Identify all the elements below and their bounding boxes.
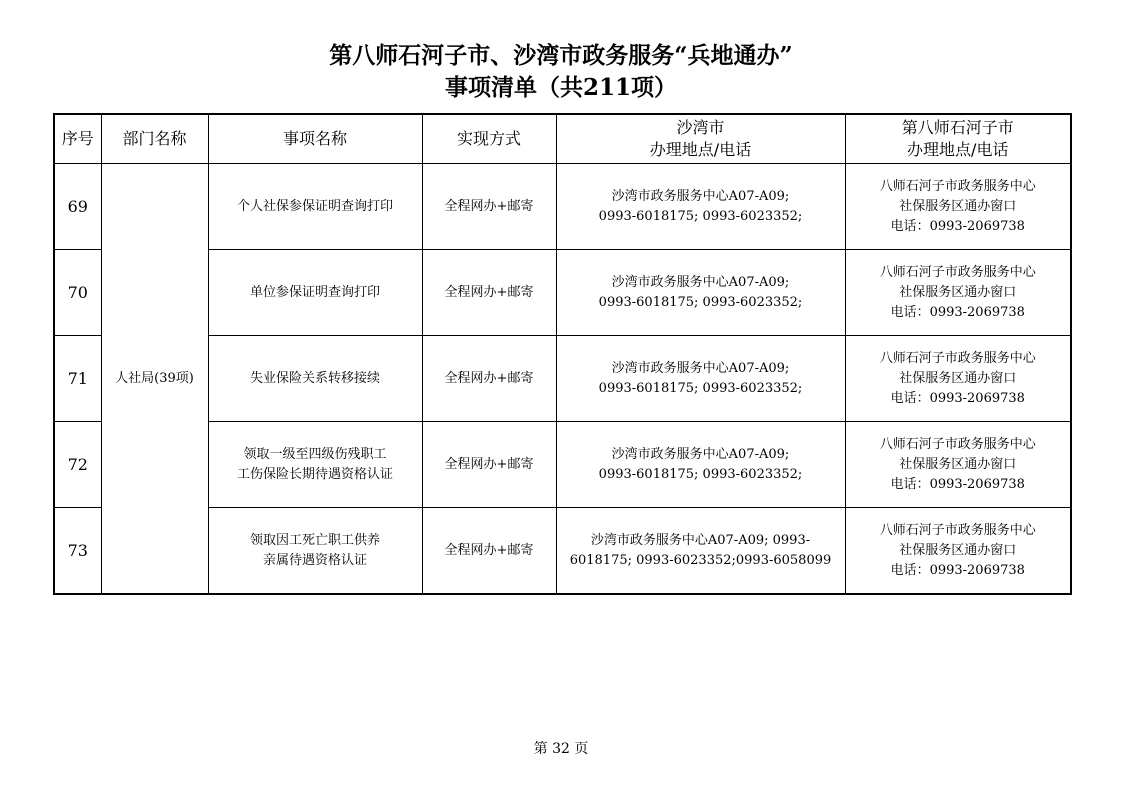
shihezi-location-line: 八师石河子市政务服务中心 <box>879 522 1036 538</box>
shawan-location-cell <box>556 250 845 336</box>
page-number: 第 32 页 <box>533 741 589 757</box>
item-name-cell <box>208 508 422 595</box>
method-cell: 全程网办+邮寄 <box>422 336 556 422</box>
shihezi-window-line: 社保服务区通办窗口 <box>899 370 1017 386</box>
shihezi-location-line: 八师石河子市政务服务中心 <box>879 436 1036 452</box>
header-shihezi-line-1: 第八师石河子市 <box>901 118 1014 137</box>
item-name-cell <box>208 164 422 250</box>
shihezi-phone-line: 电话：0993-2069738 <box>890 218 1025 234</box>
item-name-line: 工伤保险长期待遇资格认证 <box>236 466 393 482</box>
document-title-line-1: 第八师石河子市、沙湾市政务服务“兵地通办” <box>329 42 793 69</box>
matters-table <box>53 113 1072 595</box>
shihezi-window-line: 社保服务区通办窗口 <box>899 284 1017 300</box>
shihezi-window-line: 社保服务区通办窗口 <box>899 456 1017 472</box>
shihezi-location-line: 八师石河子市政务服务中心 <box>879 264 1036 280</box>
shawan-location-cell <box>556 508 845 595</box>
header-item-name: 事项名称 <box>208 114 422 164</box>
row-number: 72 <box>54 422 101 508</box>
shawan-location-cell <box>556 164 845 250</box>
method-cell: 全程网办+邮寄 <box>422 422 556 508</box>
table-header-row <box>54 114 1071 164</box>
shawan-phone-line: 0993-6018175; 0993-6023352; <box>598 208 803 224</box>
header-shawan-line-1: 沙湾市 <box>676 118 725 137</box>
item-name-line: 单位参保证明查询打印 <box>249 284 380 300</box>
document-title-line-2: 事项清单（共211项） <box>444 74 677 101</box>
header-seq: 序号 <box>54 114 101 164</box>
method-cell: 全程网办+邮寄 <box>422 164 556 250</box>
item-name-line: 个人社保参保证明查询打印 <box>236 198 393 214</box>
item-name-line: 领取因工死亡职工供养 <box>249 532 380 548</box>
shihezi-location-cell <box>845 164 1071 250</box>
shihezi-window-line: 社保服务区通办窗口 <box>899 198 1017 214</box>
shihezi-location-cell <box>845 250 1071 336</box>
table-row <box>54 164 1071 250</box>
shawan-location-line: 沙湾市政务服务中心A07-A09; 0993- <box>590 532 811 548</box>
shihezi-location-cell <box>845 508 1071 595</box>
shawan-location-line: 沙湾市政务服务中心A07-A09; <box>611 446 790 462</box>
shawan-location-cell <box>556 422 845 508</box>
shawan-location-line: 沙湾市政务服务中心A07-A09; <box>611 274 790 290</box>
header-department: 部门名称 <box>101 114 208 164</box>
shihezi-location-cell <box>845 336 1071 422</box>
shawan-phone-line: 6018175; 0993-6023352;0993-6058099 <box>569 552 832 568</box>
header-shawan-line-2: 办理地点/电话 <box>649 140 752 159</box>
header-method: 实现方式 <box>422 114 556 164</box>
item-name-cell <box>208 422 422 508</box>
shihezi-window-line: 社保服务区通办窗口 <box>899 542 1017 558</box>
shawan-location-cell <box>556 336 845 422</box>
shihezi-phone-line: 电话：0993-2069738 <box>890 390 1025 406</box>
header-shawan-location <box>556 114 845 164</box>
shihezi-phone-line: 电话：0993-2069738 <box>890 562 1025 578</box>
row-number: 69 <box>54 164 101 250</box>
shihezi-location-line: 八师石河子市政务服务中心 <box>879 178 1036 194</box>
shawan-phone-line: 0993-6018175; 0993-6023352; <box>598 380 803 396</box>
row-number: 73 <box>54 508 101 595</box>
shawan-phone-line: 0993-6018175; 0993-6023352; <box>598 294 803 310</box>
item-name-cell <box>208 336 422 422</box>
header-shihezi-location <box>845 114 1071 164</box>
row-number: 71 <box>54 336 101 422</box>
item-name-cell <box>208 250 422 336</box>
shihezi-phone-line: 电话：0993-2069738 <box>890 304 1025 320</box>
header-shihezi-line-2: 办理地点/电话 <box>907 140 1009 159</box>
item-name-line: 领取一级至四级伤残职工 <box>243 446 387 462</box>
department-cell: 人社局(39项) <box>101 164 208 595</box>
method-cell: 全程网办+邮寄 <box>422 250 556 336</box>
shawan-location-line: 沙湾市政务服务中心A07-A09; <box>611 188 790 204</box>
method-cell: 全程网办+邮寄 <box>422 508 556 595</box>
item-name-line: 亲属待遇资格认证 <box>262 552 367 568</box>
shawan-phone-line: 0993-6018175; 0993-6023352; <box>598 466 803 482</box>
shihezi-location-line: 八师石河子市政务服务中心 <box>879 350 1036 366</box>
item-name-line: 失业保险关系转移接续 <box>249 370 380 386</box>
shihezi-location-cell <box>845 422 1071 508</box>
row-number: 70 <box>54 250 101 336</box>
shihezi-phone-line: 电话：0993-2069738 <box>890 476 1025 492</box>
shawan-location-line: 沙湾市政务服务中心A07-A09; <box>611 360 790 376</box>
